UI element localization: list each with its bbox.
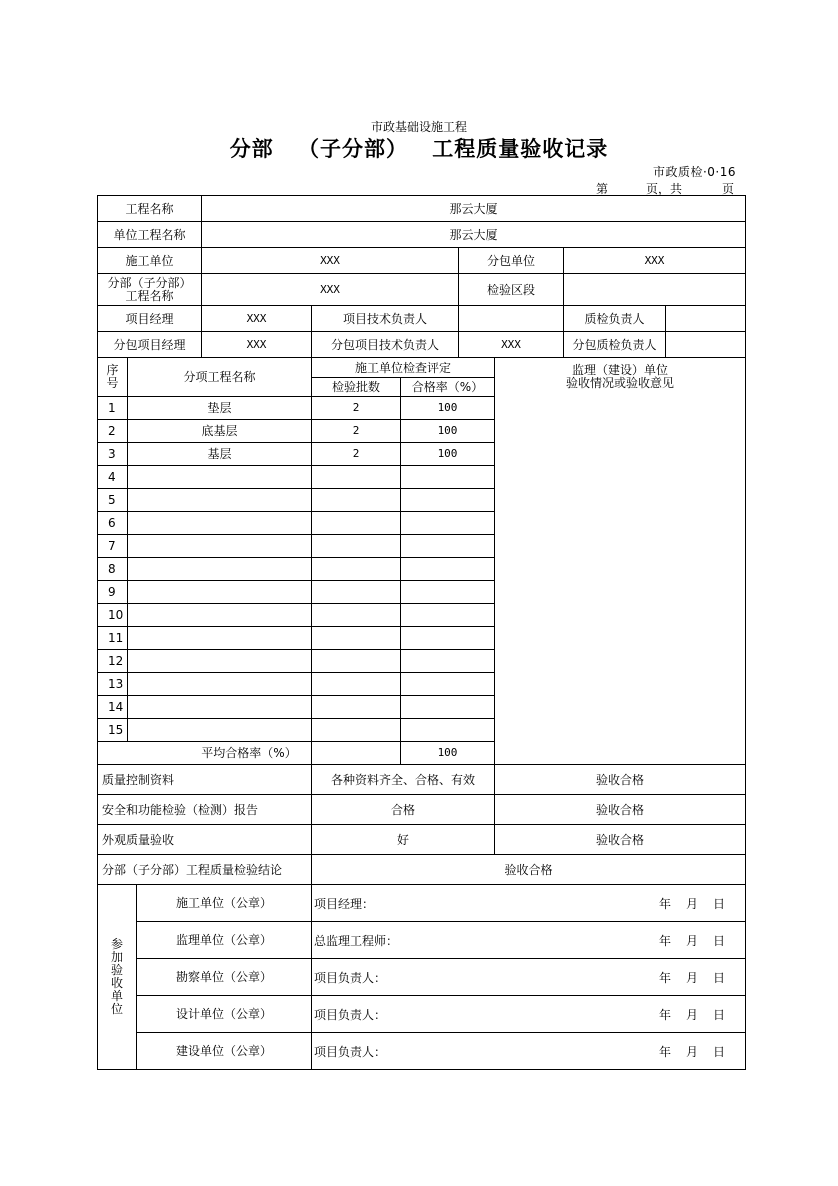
project-name-value[interactable]: 那云大厦 [449, 201, 498, 216]
sub-tech-lead-label: 分包项目技术负责人 [330, 337, 439, 352]
form-number: 市政质检·0·16 [652, 165, 736, 179]
avg-rate-label: 平均合格率（%） [201, 746, 297, 760]
signoff-year[interactable]: 年 [659, 1044, 672, 1059]
signoff-unit: 设计单位（公章） [175, 1007, 272, 1021]
row-pass-rate[interactable] [401, 650, 494, 672]
row-pass-rate[interactable] [401, 581, 494, 603]
avg-rate-value[interactable]: 100 [437, 746, 458, 759]
row-pass-rate[interactable] [401, 627, 494, 649]
sub-qc-lead-value[interactable] [666, 332, 745, 357]
row-number: 9 [108, 585, 116, 599]
signoff-day[interactable]: 日 [713, 896, 726, 911]
row-batch-count[interactable]: 2 [352, 447, 360, 460]
row-pass-rate[interactable]: 100 [437, 424, 458, 437]
summary-contractor-appearance[interactable]: 好 [396, 832, 409, 847]
row-item-name[interactable] [128, 581, 311, 603]
signoff-person-label[interactable]: 总监理工程师： [314, 933, 399, 948]
signoff-month[interactable]: 月 [686, 1044, 699, 1059]
row-number: 6 [108, 516, 116, 530]
row-number: 11 [108, 631, 124, 645]
conclusion-value[interactable]: 验收合格 [504, 862, 553, 877]
row-batch-count[interactable] [312, 466, 400, 488]
row-pass-rate[interactable] [401, 673, 494, 695]
row-pass-rate[interactable] [401, 604, 494, 626]
qc-lead-value[interactable] [666, 306, 745, 331]
row-batch-count[interactable] [312, 719, 400, 741]
row-item-name[interactable]: 垫层 [207, 401, 232, 415]
row-number: 7 [108, 539, 116, 553]
row-number: 15 [108, 723, 124, 737]
project-name-label: 工程名称 [125, 201, 174, 216]
seq-header [98, 358, 127, 396]
row-number: 5 [108, 493, 116, 507]
signoff-char-2: 加 [110, 950, 123, 964]
row-batch-count[interactable] [312, 696, 400, 718]
seq-header-1: 序 [106, 363, 119, 377]
row-batch-count[interactable]: 2 [352, 401, 360, 414]
page-di: 第 [596, 182, 609, 196]
sub-qc-lead-label: 分包质检负责人 [572, 337, 657, 352]
signoff-year[interactable]: 年 [659, 970, 672, 985]
row-batch-count[interactable] [312, 581, 400, 603]
contractor-value[interactable]: XXX [320, 253, 340, 267]
page-ye: 页 [722, 182, 735, 196]
subcontractor-value[interactable]: XXX [644, 253, 665, 267]
row-batch-count[interactable] [312, 627, 400, 649]
signoff-year[interactable]: 年 [659, 933, 672, 948]
supervisor-header-1: 监理（建设）单位 [571, 363, 668, 377]
row-pass-rate[interactable] [401, 558, 494, 580]
sub-pm-value[interactable]: XXX [246, 337, 267, 351]
inspection-area-value[interactable] [564, 274, 745, 305]
signoff-char-1: 参 [110, 937, 123, 951]
row-pass-rate[interactable] [401, 512, 494, 534]
division-label-line2: 工程名称 [125, 288, 174, 303]
signoff-unit: 监理单位（公章） [175, 933, 272, 947]
row-number: 2 [108, 424, 116, 438]
signoff-char-5: 单 [110, 989, 123, 1003]
row-pass-rate[interactable] [401, 489, 494, 511]
signoff-month[interactable]: 月 [686, 933, 699, 948]
division-value[interactable]: XXX [320, 282, 340, 296]
row-batch-count[interactable] [312, 535, 400, 557]
row-item-name[interactable]: 底基层 [201, 424, 238, 438]
inspection-area-label: 检验区段 [486, 282, 535, 297]
row-item-name[interactable] [128, 627, 311, 649]
signoff-person-label[interactable]: 项目负责人： [314, 1007, 387, 1022]
row-pass-rate[interactable]: 100 [437, 447, 458, 460]
row-item-name[interactable] [128, 558, 311, 580]
signoff-month[interactable]: 月 [686, 896, 699, 911]
form-title: 分部 （子分部） 工程质量验收记录 [229, 136, 609, 161]
row-item-name[interactable] [128, 604, 311, 626]
signoff-char-4: 收 [110, 976, 123, 990]
row-batch-count[interactable] [312, 558, 400, 580]
item-name-header: 分项工程名称 [183, 370, 256, 384]
tech-lead-label: 项目技术负责人 [342, 311, 427, 326]
row-item-name[interactable] [128, 489, 311, 511]
signoff-year[interactable]: 年 [659, 1007, 672, 1022]
unit-project-value[interactable]: 那云大厦 [449, 227, 498, 242]
row-number: 3 [108, 447, 116, 461]
contractor-label: 施工单位 [125, 253, 174, 268]
summary-label-appearance: 外观质量验收 [102, 832, 175, 847]
signoff-person-label[interactable]: 项目负责人： [314, 1044, 387, 1059]
signoff-char-3: 验 [110, 963, 123, 977]
supervisor-header-2: 验收情况或验收意见 [565, 376, 674, 390]
contractor-eval-header: 施工单位检查评定 [354, 360, 451, 375]
row-batch-count[interactable] [312, 604, 400, 626]
row-item-name[interactable] [128, 673, 311, 695]
row-pass-rate[interactable] [401, 466, 494, 488]
batch-count-header: 检验批数 [331, 380, 380, 394]
sub-pm-label: 分包项目经理 [113, 337, 186, 352]
row-number: 1 [108, 401, 116, 415]
summary-contractor-quality-docs[interactable]: 各种资料齐全、合格、有效 [330, 772, 475, 787]
row-item-name[interactable] [128, 466, 311, 488]
signoff-month[interactable]: 月 [686, 1007, 699, 1022]
signoff-unit: 施工单位（公章） [175, 896, 272, 910]
row-batch-count[interactable] [312, 673, 400, 695]
summary-supervisor-safety-report[interactable]: 验收合格 [595, 802, 644, 817]
signoff-unit: 勘察单位（公章） [175, 970, 272, 984]
row-item-name[interactable] [128, 696, 311, 718]
row-number: 13 [108, 677, 124, 691]
row-batch-count[interactable] [312, 489, 400, 511]
row-item-name[interactable] [128, 650, 311, 672]
row-number: 14 [108, 700, 124, 714]
row-pass-rate[interactable]: 100 [437, 401, 458, 414]
row-number: 10 [108, 608, 124, 622]
signoff-unit: 建设单位（公章） [175, 1044, 272, 1058]
signoff-group-label [98, 885, 136, 1069]
supervisor-opinion-cell[interactable] [495, 397, 745, 764]
supervisor-header [495, 358, 745, 396]
row-number: 12 [108, 654, 124, 668]
pm-label: 项目经理 [125, 311, 174, 326]
row-item-name[interactable]: 基层 [207, 447, 232, 461]
signoff-person-label[interactable]: 项目负责人： [314, 970, 387, 985]
signoff-year[interactable]: 年 [659, 896, 672, 911]
pass-rate-header: 合格率（%） [411, 380, 484, 394]
row-batch-count[interactable] [312, 512, 400, 534]
row-batch-count[interactable]: 2 [352, 424, 360, 437]
signoff-day[interactable]: 日 [713, 1007, 726, 1022]
page-ye-gong: 页，共 [646, 182, 683, 196]
tech-lead-value[interactable] [459, 306, 563, 331]
signoff-person-label[interactable]: 项目经理： [314, 896, 375, 911]
signoff-month[interactable]: 月 [686, 970, 699, 985]
row-number: 8 [108, 562, 116, 576]
row-pass-rate[interactable] [401, 696, 494, 718]
row-item-name[interactable] [128, 535, 311, 557]
row-item-name[interactable] [128, 512, 311, 534]
qc-lead-label: 质检负责人 [584, 311, 645, 326]
division-label [98, 274, 201, 305]
pm-value[interactable]: XXX [246, 311, 267, 325]
row-pass-rate[interactable] [401, 535, 494, 557]
summary-supervisor-quality-docs[interactable]: 验收合格 [595, 772, 644, 787]
sub-tech-lead-value[interactable]: XXX [501, 337, 521, 351]
summary-label-safety-report: 安全和功能检验（检测）报告 [102, 802, 259, 817]
signoff-day[interactable]: 日 [713, 970, 726, 985]
row-pass-rate[interactable] [401, 719, 494, 741]
seq-header-2: 号 [106, 376, 119, 390]
unit-project-label: 单位工程名称 [113, 227, 186, 242]
signoff-char-6: 位 [110, 1002, 123, 1016]
form-subtitle: 市政基础设施工程 [370, 120, 467, 134]
division-label-line1: 分部（子分部） [107, 275, 192, 290]
signoff-day[interactable]: 日 [713, 1044, 726, 1059]
row-batch-count[interactable] [312, 650, 400, 672]
signoff-day[interactable]: 日 [713, 933, 726, 948]
summary-supervisor-appearance[interactable]: 验收合格 [595, 832, 644, 847]
row-number: 4 [108, 470, 116, 484]
row-item-name[interactable] [128, 719, 311, 741]
conclusion-label: 分部（子分部）工程质量检验结论 [102, 862, 283, 877]
summary-contractor-safety-report[interactable]: 合格 [390, 802, 415, 817]
summary-label-quality-docs: 质量控制资料 [102, 772, 175, 787]
subcontractor-label: 分包单位 [486, 253, 535, 268]
